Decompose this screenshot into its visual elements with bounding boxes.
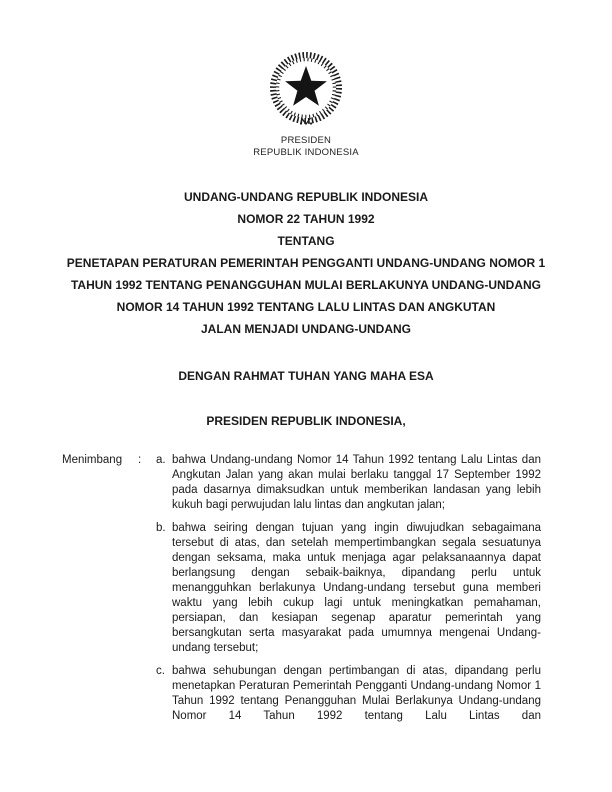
consideration-item-c bbox=[156, 664, 541, 724]
star-wreath-icon bbox=[263, 51, 349, 131]
item-marker: a. bbox=[156, 454, 166, 466]
invocation-line: DENGAN RAHMAT TUHAN YANG MAHA ESA bbox=[178, 369, 434, 383]
title-line: NOMOR 14 TAHUN 1992 TENTANG LALU LINTAS DAN ANGKUTAN bbox=[116, 300, 496, 314]
considerations-colon: : bbox=[138, 454, 142, 466]
title-line: NOMOR 22 TAHUN 1992 bbox=[237, 212, 375, 226]
item-text: bahwa Undang-undang Nomor 14 Tahun 1992 tentang Lalu Lintas dan Angkutan Jalan yang akan mulai berlaku tanggal 17 September 1992 pada dasarnya dimaksudkan untuk memberikan landasan yang lebih kukuh bagi perwujudan lalu lintas dan angkutan jalan; bbox=[172, 454, 541, 511]
consideration-item-b bbox=[156, 521, 541, 656]
considerations-label: Menimbang bbox=[62, 454, 123, 466]
letterhead-presiden: PRESIDEN bbox=[280, 135, 332, 146]
letterhead-republik-indonesia: REPUBLIK INDONESIA bbox=[253, 146, 359, 158]
title-line: JALAN MENJADI UNDANG-UNDANG bbox=[201, 322, 411, 336]
item-marker: c. bbox=[156, 665, 165, 677]
item-text: bahwa seiring dengan tujuan yang ingin diwujudkan sebagaimana tersebut di atas, dan setelah mempertimbangkan segala sesuatunya dengan seksama, maka untuk menjaga agar pelaksanaannya dapat berlangsung dengan sebaik-baiknya, dipandang perlu untuk menangguhkan berlakunya Undang-undang tersebut guna memberi waktu yang lebih cukup lagi untuk meningkatkan pemahaman, persiapan, dan kesiapan segenap aparatur pemerintah yang bersangkutan serta masyarakat pada umumnya mengenai Undang-undang tersebut; bbox=[172, 522, 541, 654]
title-line: TAHUN 1992 TENTANG PENANGGUHAN MULAI BERLAKUNYA UNDANG-UNDANG bbox=[70, 278, 541, 292]
salutation-line: PRESIDEN REPUBLIK INDONESIA, bbox=[206, 414, 406, 428]
title-line: UNDANG-UNDANG REPUBLIK INDONESIA bbox=[183, 190, 428, 204]
title-line: TENTANG bbox=[277, 234, 335, 248]
title-line: PENETAPAN PERATURAN PEMERINTAH PENGGANTI UNDANG-UNDANG NOMOR 1 bbox=[66, 256, 546, 270]
considerations-section bbox=[62, 453, 541, 724]
considerations-items bbox=[156, 453, 541, 724]
presidential-emblem bbox=[263, 51, 349, 131]
document-title bbox=[0, 186, 612, 340]
letterhead bbox=[0, 135, 612, 158]
item-text: bahwa sehubungan dengan pertimbangan di atas, dipandang perlu menetapkan Peraturan Pemerintah Pengganti Undang-undang Nomor 1 Tahun 1992 tentang Penangguhan Mulai Berlakunya Undang-undang Nomor 14 Tahun 1992 tentang Lalu Lintas dan bbox=[172, 665, 541, 722]
consideration-item-a bbox=[156, 453, 541, 513]
item-marker: b. bbox=[156, 522, 166, 534]
